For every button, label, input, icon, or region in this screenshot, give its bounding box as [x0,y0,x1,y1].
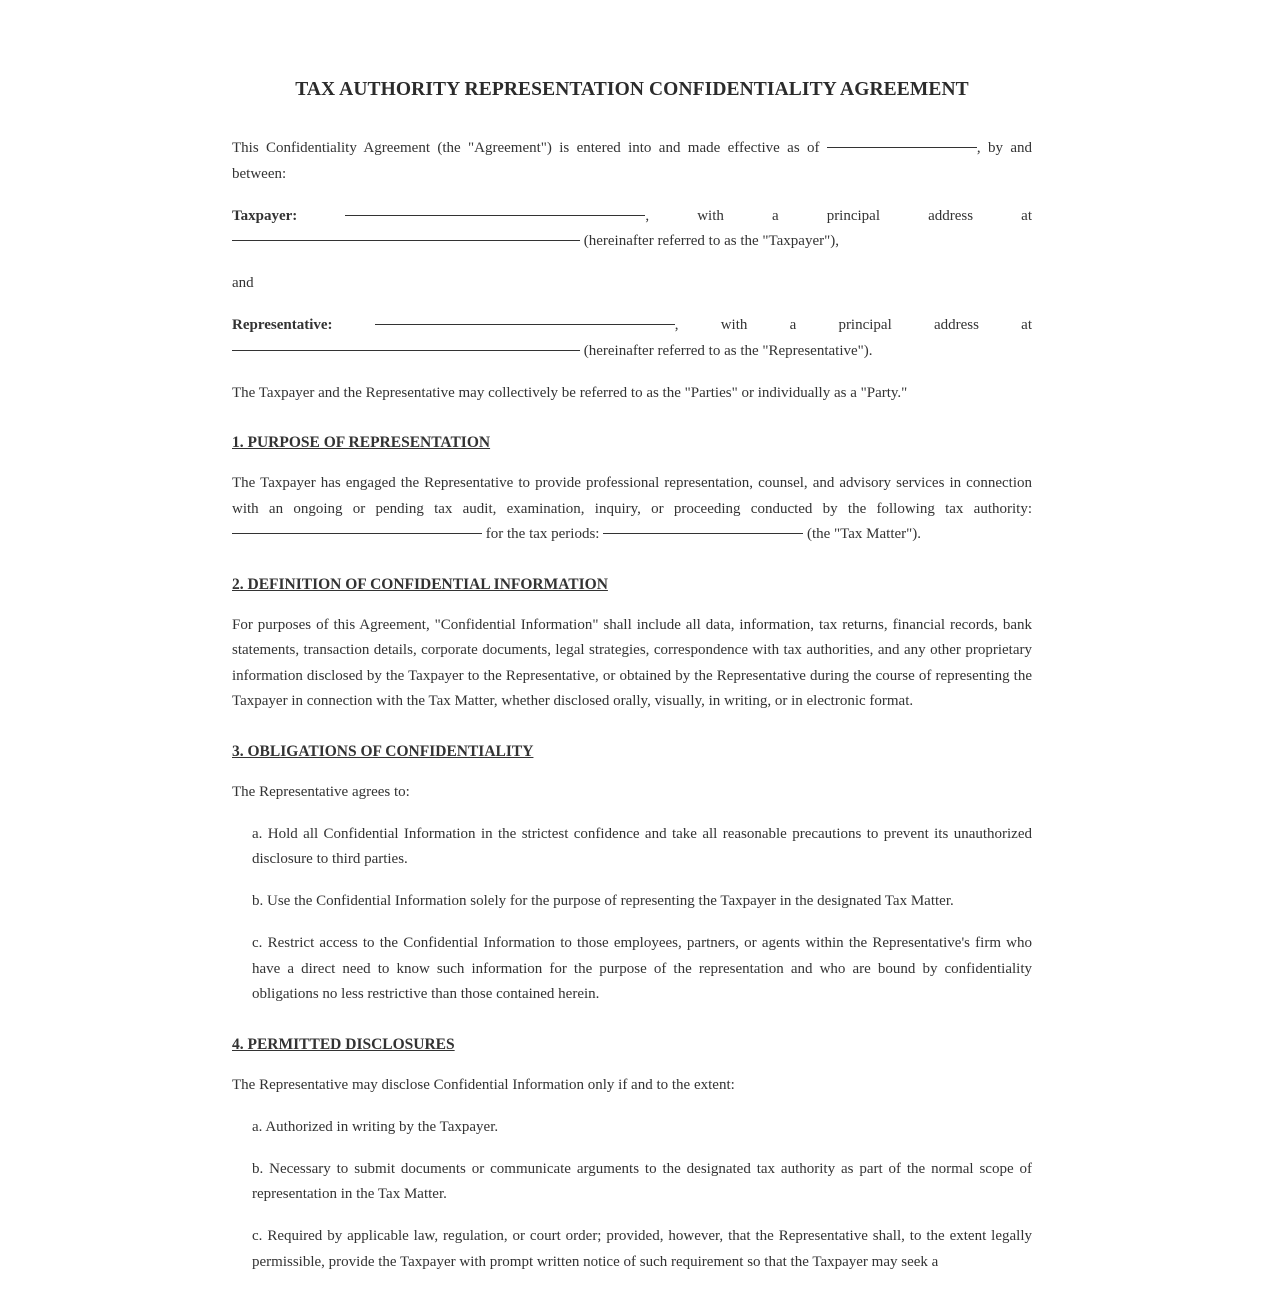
taxpayer-block [232,204,1032,255]
document-page [232,0,1032,1275]
tax-authority-blank[interactable] [232,532,482,534]
representative-address-blank[interactable] [232,349,580,351]
taxpayer-word: a [771,207,779,224]
section-1-heading: 1. PURPOSE OF REPRESENTATION [232,434,491,451]
intro-text-3: between: [232,165,287,182]
taxpayer-line-2 [232,229,1032,255]
intro-paragraph [232,136,1032,187]
section-4-item: b. Necessary to submit documents or communicate arguments to the designated tax authority as part of the normal scope of representation in the Tax Matter. [252,1160,1032,1202]
representative-word: at [1021,317,1032,333]
section-1-text-3: (the "Tax Matter"). [806,526,922,542]
section-3-heading: 3. OBLIGATIONS OF CONFIDENTIALITY [232,742,534,760]
section-3-item: a. Hold all Confidential Information in the strictest confidence and take all reasonable precautions to prevent its unauthorized disclosure to third parties. [252,825,1032,867]
document-title: TAX AUTHORITY REPRESENTATION CONFIDENTIALITY AGREEMENT [295,79,969,100]
representative-word: address [933,317,979,333]
intro-text: This Confidentiality Agreement (the "Agreement") is entered into and made effective as of [232,140,820,156]
representative-label: Representative: [232,317,333,333]
representative-line-2 [232,339,1032,365]
taxpayer-word: at [1021,207,1032,224]
section-4-item: c. Required by applicable law, regulation, or court order; provided, however, that the Representative shall, to the extent legally permissible, provide the Taxpayer with prompt written notice of such requirement so that the Taxpayer may seek a [252,1228,1032,1270]
tax-periods-blank[interactable] [603,532,803,534]
representative-name-group [375,313,679,339]
representative-line [232,313,1032,339]
section-2-paragraph: For purposes of this Agreement, "Confidential Information" shall include all data, information, tax returns, financial records, bank statements, transaction details, corporate documents, legal strategies, correspondence with tax authorities, and any other proprietary information disclosed by the Taxpayer to the Representative, or obtained by the Representative during the course of representing the Taxpayer in connection with the Tax Matter, whether disclosed orally, visually, in writing, or in electronic format. [232,616,1032,709]
parties-paragraph: The Taxpayer and the Representative may collectively be referred to as the "Parties" or individually as a "Party." [232,384,908,401]
representative-word: with [720,317,748,333]
section-1-text-2: for the tax periods: [485,526,600,542]
representative-comma: , [674,317,679,333]
section-1-text: The Taxpayer has engaged the Representative to provide professional representation, counsel, and advisory services in connection with an ongoing or pending tax audit, examination, inquiry, or proceeding conducted by the following tax authority: [232,475,1032,517]
representative-name-blank[interactable] [375,323,675,325]
taxpayer-word: address [928,207,974,224]
taxpayer-suffix: (hereinafter referred to as the "Taxpayer"), [583,233,839,249]
representative-block [232,313,1032,364]
taxpayer-word: with [697,207,724,224]
section-4-lead: The Representative may disclose Confidential Information only if and to the extent: [232,1076,735,1093]
representative-word: a [789,317,797,333]
taxpayer-word: principal [826,207,881,224]
representative-suffix: (hereinafter referred to as the "Representative"). [583,342,873,359]
taxpayer-line [232,204,1032,230]
taxpayer-comma: , [645,207,650,224]
section-3-item: c. Restrict access to the Confidential Information to those employees, partners, or agents within the Representative's firm who have a direct need to know such information for the purpose of the representation and who are bound by confidentiality obligations no less restrictive than those contained herein. [252,935,1032,1002]
section-3-lead: The Representative agrees to: [232,783,410,800]
section-3-item: b. Use the Confidential Information solely for the purpose of representing the Taxpayer in the designated Tax Matter. [252,893,954,909]
section-2-heading: 2. DEFINITION OF CONFIDENTIAL INFORMATION [232,575,608,593]
taxpayer-name-group [345,204,649,230]
intro-text-2: , by and [976,140,1032,156]
representative-word: principal [838,317,892,333]
effective-date-blank[interactable] [827,146,977,148]
taxpayer-name-blank[interactable] [345,214,645,216]
taxpayer-label: Taxpayer: [232,207,298,224]
section-1-paragraph [232,471,1032,548]
and-text: and [232,275,254,291]
section-4-item: a. Authorized in writing by the Taxpayer. [252,1118,499,1135]
taxpayer-address-blank[interactable] [232,239,580,241]
section-4-heading: 4. PERMITTED DISCLOSURES [232,1035,455,1053]
